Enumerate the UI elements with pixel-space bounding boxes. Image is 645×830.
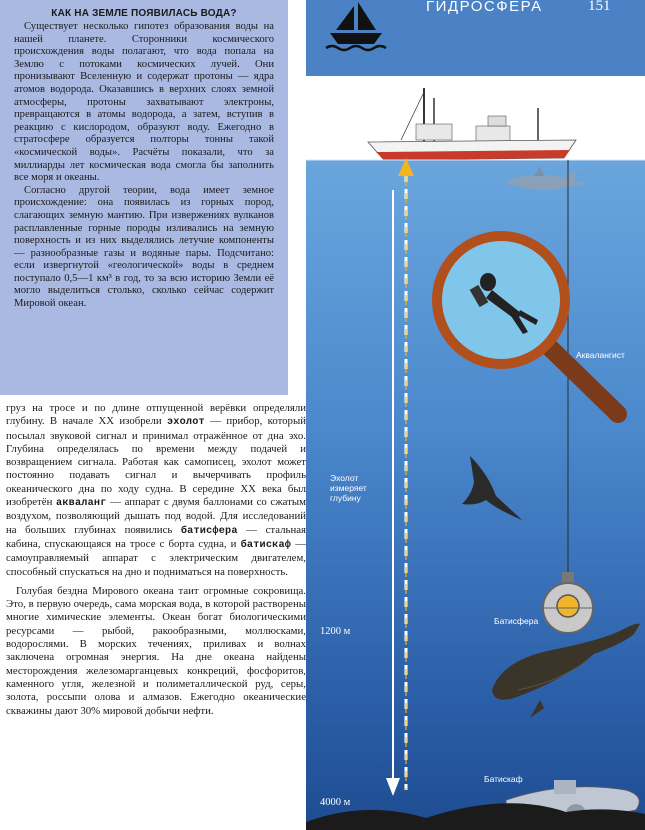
bathysphere <box>543 572 593 633</box>
illustration-svg <box>306 0 645 830</box>
depth-marker-1200: 1200 м <box>320 626 351 637</box>
term-echosounder: эхолот <box>166 417 205 429</box>
sperm-whale <box>492 624 640 718</box>
text-run: — прибор, который посылал звуковой сигнал и принимал отражённое от дна эхо. Глубина определялась по времени между подачей и возвращением сигнала. Работая как самописец, эхолот может постоянно подавать сигнал и вычерчивать профиль океанического дна по ходу судна. В середине XX века был изобретён <box>6 415 306 509</box>
depth-marker-4000: 4000 м <box>320 797 351 808</box>
sidebar-box <box>0 0 288 395</box>
text-run: груз на тросе и по длине отпущенной верёвки определяли глубину. В начале XX изобрели <box>6 402 306 428</box>
body-paragraph-1 <box>6 402 306 579</box>
ocean-illustration <box>306 0 645 830</box>
section-title: ГИДРОСФЕРА <box>426 0 543 15</box>
ship <box>368 88 576 160</box>
sidebar-paragraph-2: Согласно другой теории, вода имеет земное происхождение: она появилась из горных пород, слагающих земную мантию. При извержениях вулканов расплавленные горные породы изливались на земную поверхность и из них выделялись летучие компоненты — разнообразные газы и водяные пары. Подсчитано: если извергнутой «геологической» воды в среднем поступало 0,5—1 км³ в год, то за всю историю Земли её могло выделиться столько, сколько сейчас содержит Мировой океан. <box>14 184 274 310</box>
term-aqualung: акваланг <box>56 498 107 510</box>
text-run: — аппарат с двумя баллонами со сжатым воздухом, позволяющий дышать под водой. Для исследований на больших глубинах появились <box>6 496 306 536</box>
manta-ray <box>462 456 522 520</box>
label-diver: Аквалангист <box>576 350 625 360</box>
term-bathyscaphe: батискаф <box>240 539 292 551</box>
sidebar-paragraph-1: Существует несколько гипотез образования воды на нашей планете. Сторонники космического происхождения воды полагают, что вода попала на Землю с потоками космических лучей. Они пронизывают Вселенную и содержат протоны — ядра атомов водорода. Оказавшись в верхних слоях земной атмосферы, протоны захватывают электроны, превращаются в атомы водорода, а затем, вступив в реакцию с кислородом, образуют воду. Ежегодно в стратосфере образуется полторы тонны такой «космической воды». Расчёты показали, что за миллиарды лет космическая вода смогла бы заполнить все моря и океаны. <box>14 21 274 184</box>
body-text <box>6 402 306 718</box>
label-echo-sounder: Эхолот измеряет глубину <box>330 473 367 503</box>
term-bathysphere: батисфера <box>180 525 238 537</box>
sidebar-title: КАК НА ЗЕМЛЕ ПОЯВИЛАСЬ ВОДА? <box>51 8 237 19</box>
text-run: — самоуправляемый аппарат с электрическим двигателем, способный спускаться на дно и подниматься на поверхность. <box>6 537 307 578</box>
label-bathysphere: Батисфера <box>494 616 539 626</box>
label-bathyscaphe: Батискаф <box>484 774 523 784</box>
text-run: — стальная кабина, спускающаяся на тросе с борта судна, и <box>6 523 306 550</box>
body-paragraph-2: Голубая бездна Мирового океана таит огромные сокровища. Это, в первую очередь, сама морская вода, в которой растворены многие химические элементы. Океан богат биологическими ресурсами — рыбой, ракообразными, моллюсками, водорослями. В морских течениях, приливах и волнах заключена огромная энергия. На дне океана найдены месторождения железомарганцевых конкреций, фосфоритов, каменного угля, железной и полиметаллической руд, серы, золота, россыпи олова и алмазов. Ежегодно океанические скважины дают 30% мировой добычи нефти. <box>6 584 306 717</box>
shark <box>504 166 586 190</box>
sailboat-icon <box>326 2 386 50</box>
page-number: 151 <box>588 0 611 14</box>
magnifying-glass <box>437 236 618 414</box>
